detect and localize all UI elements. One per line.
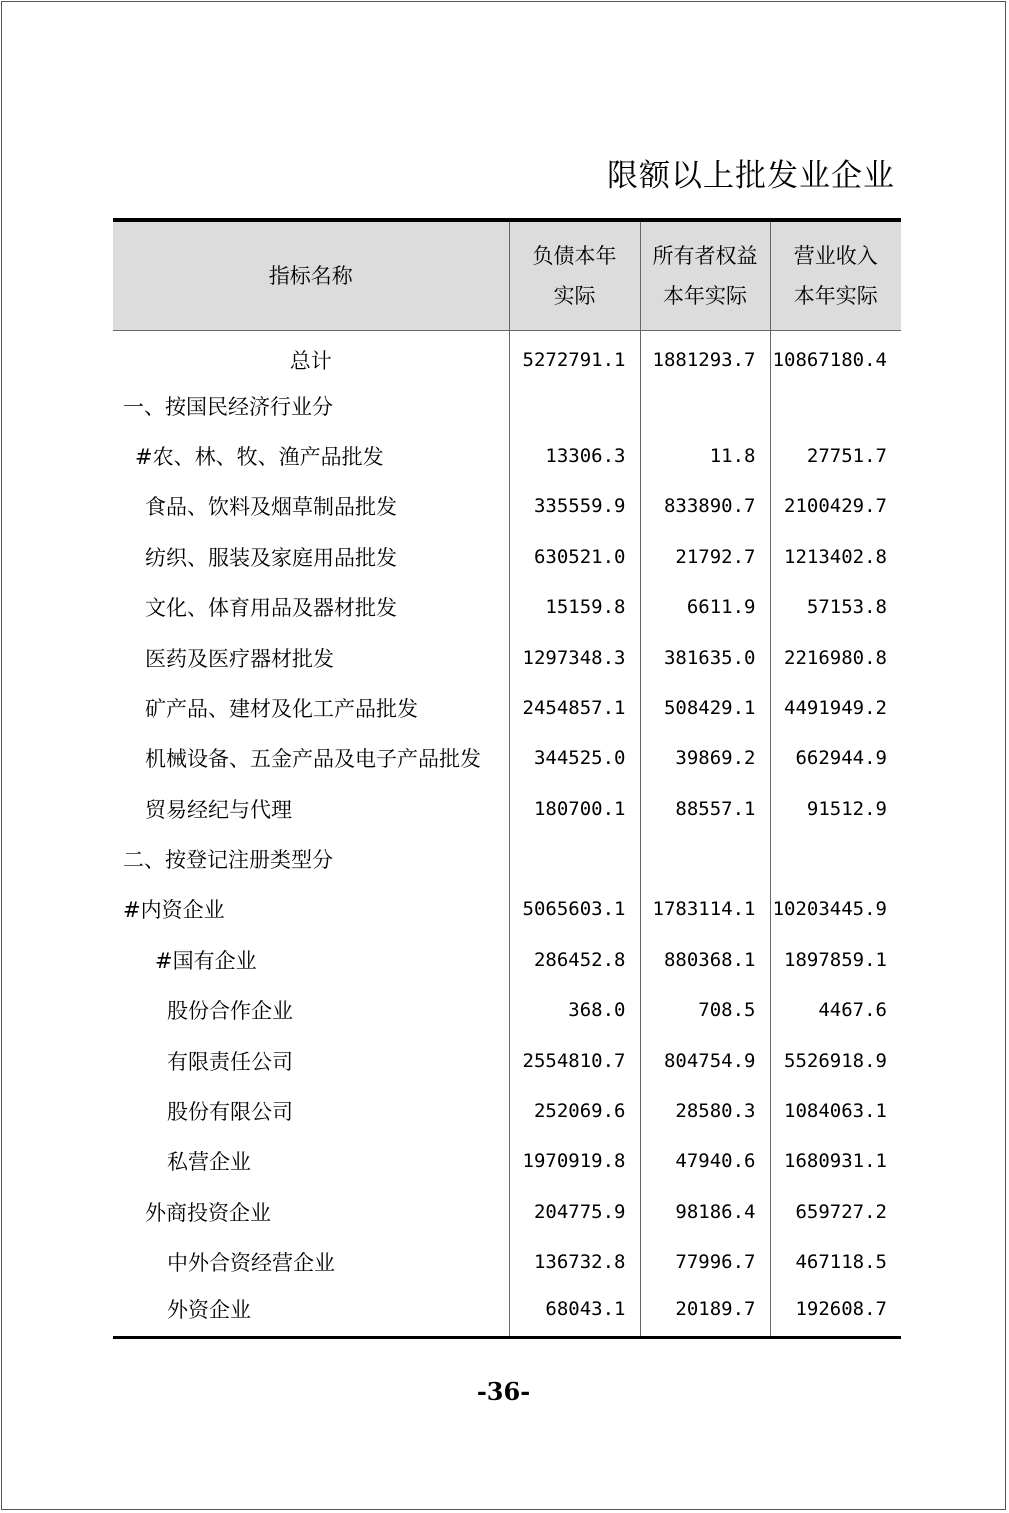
cell-revenue: 10867180.4: [770, 330, 901, 380]
cell-revenue: 662944.9: [770, 733, 901, 783]
table-row: [113, 733, 901, 783]
cell-equity: 21792.7: [640, 532, 770, 582]
cell-revenue: 4491949.2: [770, 683, 901, 733]
cell-revenue: 91512.9: [770, 784, 901, 834]
row-label: #农、林、牧、渔产品批发: [135, 444, 384, 469]
table-header-row: [113, 220, 901, 330]
row-label: 中外合资经营企业: [167, 1251, 335, 1276]
table-row: [113, 834, 901, 884]
cell-liabilities: 344525.0: [509, 733, 640, 783]
cell-equity: [640, 834, 770, 884]
cell-revenue: 1680931.1: [770, 1136, 901, 1186]
row-label: 外资企业: [167, 1297, 251, 1322]
cell-revenue: 5526918.9: [770, 1035, 901, 1085]
cell-liabilities: [509, 834, 640, 884]
row-label: #内资企业: [123, 898, 225, 923]
table-row: [113, 330, 901, 380]
table-row: [113, 582, 901, 632]
table-row: [113, 1187, 901, 1237]
header-liabilities-line2: 实际: [553, 283, 596, 308]
table-row: [113, 1086, 901, 1136]
header-indicator-name: [113, 220, 509, 330]
row-label: #国有企业: [155, 948, 257, 973]
cell-liabilities: 15159.8: [509, 582, 640, 632]
cell-liabilities: 335559.9: [509, 481, 640, 531]
table-row: [113, 935, 901, 985]
cell-revenue: [770, 834, 901, 884]
cell-liabilities: 1297348.3: [509, 632, 640, 682]
table-bottom-rule: [113, 1338, 901, 1340]
table-row: [113, 481, 901, 531]
page-number: -36-: [476, 1377, 531, 1406]
table-row: [113, 532, 901, 582]
header-equity-line2: 本年实际: [663, 283, 747, 308]
cell-equity: 708.5: [640, 985, 770, 1035]
row-label: 纺织、服装及家庭用品批发: [145, 545, 397, 570]
row-label: 矿产品、建材及化工产品批发: [145, 696, 418, 721]
cell-revenue: 1897859.1: [770, 935, 901, 985]
cell-revenue: 659727.2: [770, 1187, 901, 1237]
table-row: [113, 1035, 901, 1085]
table-row: [113, 1287, 901, 1337]
cell-equity: 47940.6: [640, 1136, 770, 1186]
cell-liabilities: [509, 380, 640, 430]
cell-revenue: 2216980.8: [770, 632, 901, 682]
row-label: 文化、体育用品及器材批发: [145, 596, 397, 621]
page-title: 限额以上批发业企业: [607, 158, 895, 194]
table-row: [113, 380, 901, 430]
table-row: [113, 431, 901, 481]
header-liabilities-line1: 负债本年: [532, 243, 617, 268]
row-label: 一、按国民经济行业分: [123, 394, 333, 419]
cell-equity: 88557.1: [640, 784, 770, 834]
cell-revenue: 192608.7: [770, 1287, 901, 1337]
header-revenue-line2: 本年实际: [793, 283, 878, 308]
row-label: 外商投资企业: [145, 1200, 271, 1225]
header-indicator-name-text: 指标名称: [268, 263, 353, 288]
cell-equity: 880368.1: [640, 935, 770, 985]
cell-revenue: 1084063.1: [770, 1086, 901, 1136]
cell-revenue: 4467.6: [770, 985, 901, 1035]
cell-revenue: 1213402.8: [770, 532, 901, 582]
table-row: [113, 884, 901, 934]
cell-liabilities: 2554810.7: [509, 1035, 640, 1085]
cell-equity: [640, 380, 770, 430]
cell-revenue: [770, 380, 901, 430]
cell-liabilities: 204775.9: [509, 1187, 640, 1237]
cell-equity: 508429.1: [640, 683, 770, 733]
cell-revenue: 57153.8: [770, 582, 901, 632]
row-label: 食品、饮料及烟草制品批发: [145, 495, 397, 520]
cell-equity: 11.8: [640, 431, 770, 481]
cell-equity: 833890.7: [640, 481, 770, 531]
cell-equity: 20189.7: [640, 1287, 770, 1337]
header-equity: [640, 220, 770, 330]
cell-liabilities: 180700.1: [509, 784, 640, 834]
header-revenue: [770, 220, 901, 330]
cell-equity: 98186.4: [640, 1187, 770, 1237]
cell-liabilities: 68043.1: [509, 1287, 640, 1337]
table-bottom-rule-cell: [113, 1338, 901, 1340]
row-label: 贸易经纪与代理: [145, 797, 292, 822]
cell-revenue: 27751.7: [770, 431, 901, 481]
cell-liabilities: 368.0: [509, 985, 640, 1035]
cell-equity: 6611.9: [640, 582, 770, 632]
table-body: [113, 330, 901, 1338]
cell-equity: 804754.9: [640, 1035, 770, 1085]
row-label: 股份合作企业: [167, 999, 293, 1024]
cell-equity: 381635.0: [640, 632, 770, 682]
row-label: 私营企业: [167, 1150, 251, 1175]
cell-liabilities: 5065603.1: [509, 884, 640, 934]
cell-revenue: 10203445.9: [770, 884, 901, 934]
cell-liabilities: 286452.8: [509, 935, 640, 985]
row-label: 二、按登记注册类型分: [123, 848, 333, 873]
cell-liabilities: 136732.8: [509, 1237, 640, 1287]
cell-equity: 39869.2: [640, 733, 770, 783]
document-page: [1, 1, 1006, 1510]
cell-revenue: 2100429.7: [770, 481, 901, 531]
cell-revenue: 467118.5: [770, 1237, 901, 1287]
cell-equity: 28580.3: [640, 1086, 770, 1136]
cell-liabilities: 1970919.8: [509, 1136, 640, 1186]
cell-equity: 77996.7: [640, 1237, 770, 1287]
table-row: [113, 1237, 901, 1287]
header-liabilities: [509, 220, 640, 330]
row-label: 医药及医疗器材批发: [145, 646, 334, 671]
table-row: [113, 632, 901, 682]
table-row: [113, 1136, 901, 1186]
cell-liabilities: 5272791.1: [509, 330, 640, 380]
header-revenue-line1: 营业收入: [793, 243, 878, 268]
cell-equity: 1783114.1: [640, 884, 770, 934]
row-label: 机械设备、五金产品及电子产品批发: [145, 747, 481, 772]
cell-equity: 1881293.7: [640, 330, 770, 380]
row-label: 股份有限公司: [167, 1100, 293, 1125]
cell-liabilities: 13306.3: [509, 431, 640, 481]
cell-liabilities: 630521.0: [509, 532, 640, 582]
table-row: [113, 985, 901, 1035]
statistics-table: [113, 218, 901, 1339]
cell-liabilities: 252069.6: [509, 1086, 640, 1136]
table-row: [113, 784, 901, 834]
table-row: [113, 683, 901, 733]
header-equity-line1: 所有者权益: [652, 243, 758, 268]
row-label: 有限责任公司: [167, 1049, 293, 1074]
cell-liabilities: 2454857.1: [509, 683, 640, 733]
row-label: 总计: [289, 349, 332, 374]
